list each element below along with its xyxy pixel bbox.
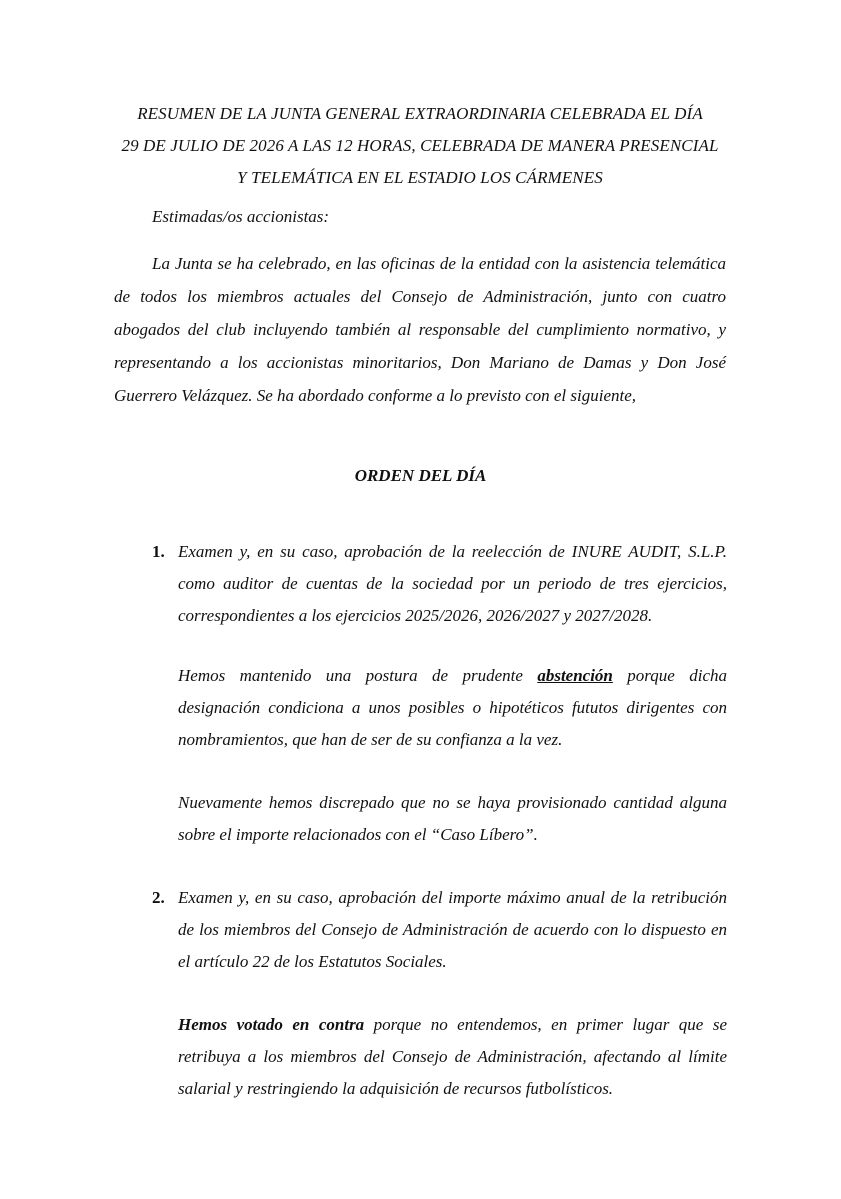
agenda-item-number: 2.: [152, 888, 165, 907]
comment-text: porque dicha designación condiciona a unos posibles o hipotéticos fututos dirigentes con nombramientos, que han de ser de su confianza a la vez.: [178, 666, 727, 749]
document-title: [100, 98, 740, 194]
comment-text: Hemos mantenido una postura de prudente: [178, 666, 538, 685]
salutation: Estimadas/os accionistas:: [152, 207, 330, 226]
title-line-2: 29 DE JULIO DE 2026 A LAS 12 HORAS, CELEBRADA DE MANERA PRESENCIAL: [121, 136, 719, 155]
item-1-comment-2: Nuevamente hemos discrepado que no se haya provisionado cantidad alguna sobre el importe relacionados con el “Caso Líbero”.: [178, 793, 727, 844]
title-line-1: RESUMEN DE LA JUNTA GENERAL EXTRAORDINARIA CELEBRADA EL DÍA: [137, 104, 703, 123]
item-2-comment-1: [178, 1009, 727, 1105]
title-line-3: Y TELEMÁTICA EN EL ESTADIO LOS CÁRMENES: [237, 168, 603, 187]
item-1-comment-1: [178, 660, 727, 756]
section-title: ORDEN DEL DÍA: [354, 466, 487, 485]
vote-emphasis: abstención: [537, 666, 613, 685]
vote-emphasis: Hemos votado en contra: [178, 1015, 365, 1034]
agenda-item-text: Examen y, en su caso, aprobación del importe máximo anual de la retribución de los miembros del Consejo de Administración de acuerdo con lo dispuesto en el artículo 22 de los Estatutos Sociales.: [178, 888, 727, 971]
intro-paragraph: La Junta se ha celebrado, en las oficinas de la entidad con la asistencia telemática de todos los miembros actuales del Consejo de Administración, junto con cuatro abogados del club incluyendo también al responsable del cumplimiento normativo, y representando a los accionistas minoritarios, Don Mariano de Damas y Don José Guerrero Velázquez. Se ha abordado conforme a lo previsto con el siguiente,: [114, 254, 726, 405]
agenda-item-text: Examen y, en su caso, aprobación de la reelección de INURE AUDIT, S.L.P. como auditor de cuentas de la sociedad por un periodo de tres ejercicios, correspondientes a los ejercicios 2025/2026, 2026/2027 y 2027/2028.: [178, 542, 727, 625]
agenda-item-number: 1.: [152, 542, 165, 561]
comment-text: porque no entendemos, en primer lugar que se retribuya a los miembros del Consejo de Administración, afectando al límite salarial y restringiendo la adquisición de recursos futbolísticos.: [178, 1015, 727, 1098]
